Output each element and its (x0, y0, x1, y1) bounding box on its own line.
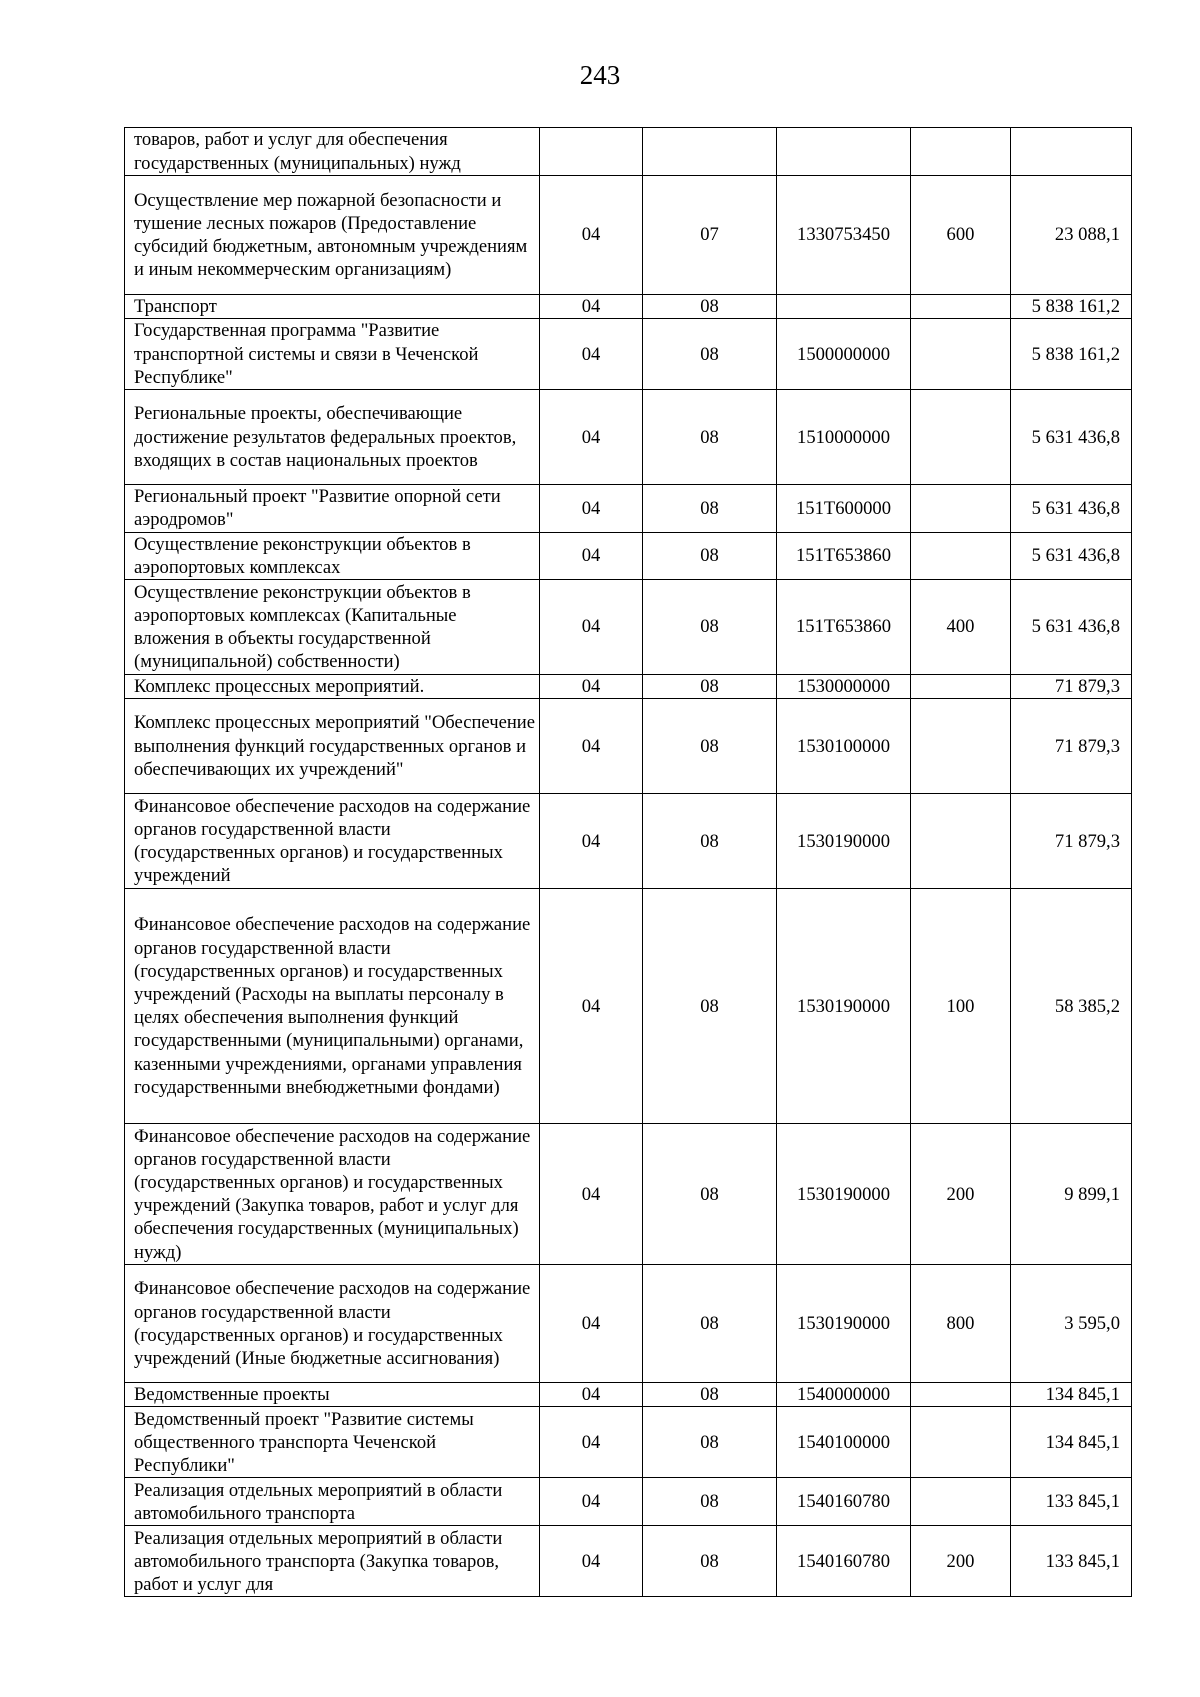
row-name: Финансовое обеспечение расходов на содержание органов государственной власти (государственных органов) и государственных учреждений (Закупка товаров, работ и услуг для обеспечения государственных (муниципальных) нужд) (125, 1124, 540, 1265)
table-row (125, 580, 1132, 675)
table-row (125, 1407, 1132, 1478)
table-row (125, 1383, 1132, 1407)
row-name: Осуществление реконструкции объектов в аэропортовых комплексах (Капитальные вложения в объекты государственной (муниципальной) собственности) (125, 580, 540, 675)
table-row (125, 1478, 1132, 1526)
row-amount: 71 879,3 (1011, 675, 1132, 699)
row-subsection: 08 (643, 1383, 777, 1407)
budget-table (124, 127, 1132, 1597)
row-expense-type (911, 794, 1011, 889)
row-name: Осуществление реконструкции объектов в аэропортовых комплексах (125, 532, 540, 579)
row-expense-type: 100 (911, 889, 1011, 1124)
table-row (125, 390, 1132, 485)
row-section: 04 (540, 580, 643, 675)
row-section (540, 128, 643, 176)
row-name: Финансовое обеспечение расходов на содержание органов государственной власти (государственных органов) и государственных учреждений (125, 794, 540, 889)
row-name: Финансовое обеспечение расходов на содержание органов государственной власти (государственных органов) и государственных учреждений (Иные бюджетные ассигнования) (125, 1265, 540, 1383)
row-name: Осуществление мер пожарной безопасности и тушение лесных пожаров (Предоставление субсидий бюджетным, автономным учреждениям и иным некоммерческим организациям) (125, 176, 540, 295)
row-amount: 3 595,0 (1011, 1265, 1132, 1383)
table-row (125, 1526, 1132, 1597)
row-amount: 23 088,1 (1011, 176, 1132, 295)
row-subsection (643, 128, 777, 176)
row-expense-type (911, 128, 1011, 176)
row-amount: 5 838 161,2 (1011, 319, 1132, 390)
table-row (125, 889, 1132, 1124)
row-expense-type: 800 (911, 1265, 1011, 1383)
row-target-article: 1530190000 (777, 1124, 911, 1265)
row-subsection: 08 (643, 675, 777, 699)
page-number: 243 (579, 60, 621, 90)
row-target-article: 1540000000 (777, 1383, 911, 1407)
row-target-article: 1330753450 (777, 176, 911, 295)
row-expense-type: 200 (911, 1124, 1011, 1265)
row-subsection: 08 (643, 1478, 777, 1526)
table-row (125, 1124, 1132, 1265)
row-target-article: 1530100000 (777, 699, 911, 794)
row-name: Комплекс процессных мероприятий "Обеспечение выполнения функций государственных органов и обеспечивающих их учреждений" (125, 699, 540, 794)
row-name: Региональный проект "Развитие опорной сети аэродромов" (125, 485, 540, 532)
table-row (125, 295, 1132, 319)
row-target-article (777, 128, 911, 176)
row-expense-type (911, 295, 1011, 319)
row-section: 04 (540, 176, 643, 295)
row-amount: 133 845,1 (1011, 1478, 1132, 1526)
row-subsection: 08 (643, 889, 777, 1124)
row-amount: 9 899,1 (1011, 1124, 1132, 1265)
row-amount: 5 838 161,2 (1011, 295, 1132, 319)
row-target-article: 151Т600000 (777, 485, 911, 532)
row-expense-type (911, 1478, 1011, 1526)
row-section: 04 (540, 390, 643, 485)
row-amount: 71 879,3 (1011, 699, 1132, 794)
table-row (125, 699, 1132, 794)
row-amount: 133 845,1 (1011, 1526, 1132, 1597)
row-name: Региональные проекты, обеспечивающие достижение результатов федеральных проектов, входящих в состав национальных проектов (125, 390, 540, 485)
table-row (125, 176, 1132, 295)
budget-table-body (125, 128, 1132, 1597)
row-subsection: 07 (643, 176, 777, 295)
row-amount: 5 631 436,8 (1011, 485, 1132, 532)
row-subsection: 08 (643, 485, 777, 532)
row-section: 04 (540, 675, 643, 699)
row-amount: 134 845,1 (1011, 1383, 1132, 1407)
table-row (125, 532, 1132, 579)
table-row (125, 319, 1132, 390)
row-expense-type: 600 (911, 176, 1011, 295)
row-target-article: 1540160780 (777, 1526, 911, 1597)
row-expense-type (911, 675, 1011, 699)
row-target-article (777, 295, 911, 319)
table-row (125, 794, 1132, 889)
row-section: 04 (540, 889, 643, 1124)
row-subsection: 08 (643, 1526, 777, 1597)
row-amount: 58 385,2 (1011, 889, 1132, 1124)
row-section: 04 (540, 699, 643, 794)
row-name: Комплекс процессных мероприятий. (125, 675, 540, 699)
row-section: 04 (540, 794, 643, 889)
row-name: Государственная программа "Развитие транспортной системы и связи в Чеченской Республике" (125, 319, 540, 390)
row-section: 04 (540, 1124, 643, 1265)
row-section: 04 (540, 485, 643, 532)
row-target-article: 1530190000 (777, 889, 911, 1124)
row-section: 04 (540, 1383, 643, 1407)
row-subsection: 08 (643, 1124, 777, 1265)
row-section: 04 (540, 319, 643, 390)
row-expense-type: 400 (911, 580, 1011, 675)
row-subsection: 08 (643, 390, 777, 485)
row-target-article: 151Т653860 (777, 532, 911, 579)
row-target-article: 1500000000 (777, 319, 911, 390)
row-expense-type (911, 390, 1011, 485)
row-expense-type (911, 699, 1011, 794)
row-subsection: 08 (643, 699, 777, 794)
row-amount: 134 845,1 (1011, 1407, 1132, 1478)
row-subsection: 08 (643, 794, 777, 889)
row-expense-type: 200 (911, 1526, 1011, 1597)
row-section: 04 (540, 1265, 643, 1383)
row-target-article: 1530190000 (777, 1265, 911, 1383)
row-amount: 5 631 436,8 (1011, 580, 1132, 675)
row-section: 04 (540, 1407, 643, 1478)
row-expense-type (911, 319, 1011, 390)
table-row (125, 675, 1132, 699)
row-amount (1011, 128, 1132, 176)
row-target-article: 1530000000 (777, 675, 911, 699)
row-target-article: 151Т653860 (777, 580, 911, 675)
row-amount: 71 879,3 (1011, 794, 1132, 889)
row-target-article: 1530190000 (777, 794, 911, 889)
row-subsection: 08 (643, 319, 777, 390)
table-row (125, 128, 1132, 176)
row-amount: 5 631 436,8 (1011, 390, 1132, 485)
row-name: Ведомственный проект "Развитие системы общественного транспорта Чеченской Республики" (125, 1407, 540, 1478)
row-subsection: 08 (643, 532, 777, 579)
row-name: Ведомственные проекты (125, 1383, 540, 1407)
row-subsection: 08 (643, 580, 777, 675)
row-name: Финансовое обеспечение расходов на содержание органов государственной власти (государственных органов) и государственных учреждений (Расходы на выплаты персоналу в целях обеспечения выполнения функций государственными (муниципальными) органами, казенными учреждениями, органами управления государственными внебюджетными фондами) (125, 889, 540, 1124)
row-section: 04 (540, 532, 643, 579)
row-expense-type (911, 1407, 1011, 1478)
row-name: товаров, работ и услуг для обеспечения государственных (муниципальных) нужд (125, 128, 540, 176)
row-name: Транспорт (125, 295, 540, 319)
row-target-article: 1540160780 (777, 1478, 911, 1526)
row-target-article: 1540100000 (777, 1407, 911, 1478)
row-subsection: 08 (643, 1265, 777, 1383)
row-amount: 5 631 436,8 (1011, 532, 1132, 579)
row-name: Реализация отдельных мероприятий в области автомобильного транспорта (Закупка товаров, работ и услуг для (125, 1526, 540, 1597)
table-row (125, 485, 1132, 532)
row-expense-type (911, 532, 1011, 579)
row-name: Реализация отдельных мероприятий в области автомобильного транспорта (125, 1478, 540, 1526)
row-section: 04 (540, 295, 643, 319)
row-subsection: 08 (643, 295, 777, 319)
row-subsection: 08 (643, 1407, 777, 1478)
row-expense-type (911, 1383, 1011, 1407)
row-expense-type (911, 485, 1011, 532)
row-section: 04 (540, 1526, 643, 1597)
row-section: 04 (540, 1478, 643, 1526)
row-target-article: 1510000000 (777, 390, 911, 485)
table-row (125, 1265, 1132, 1383)
